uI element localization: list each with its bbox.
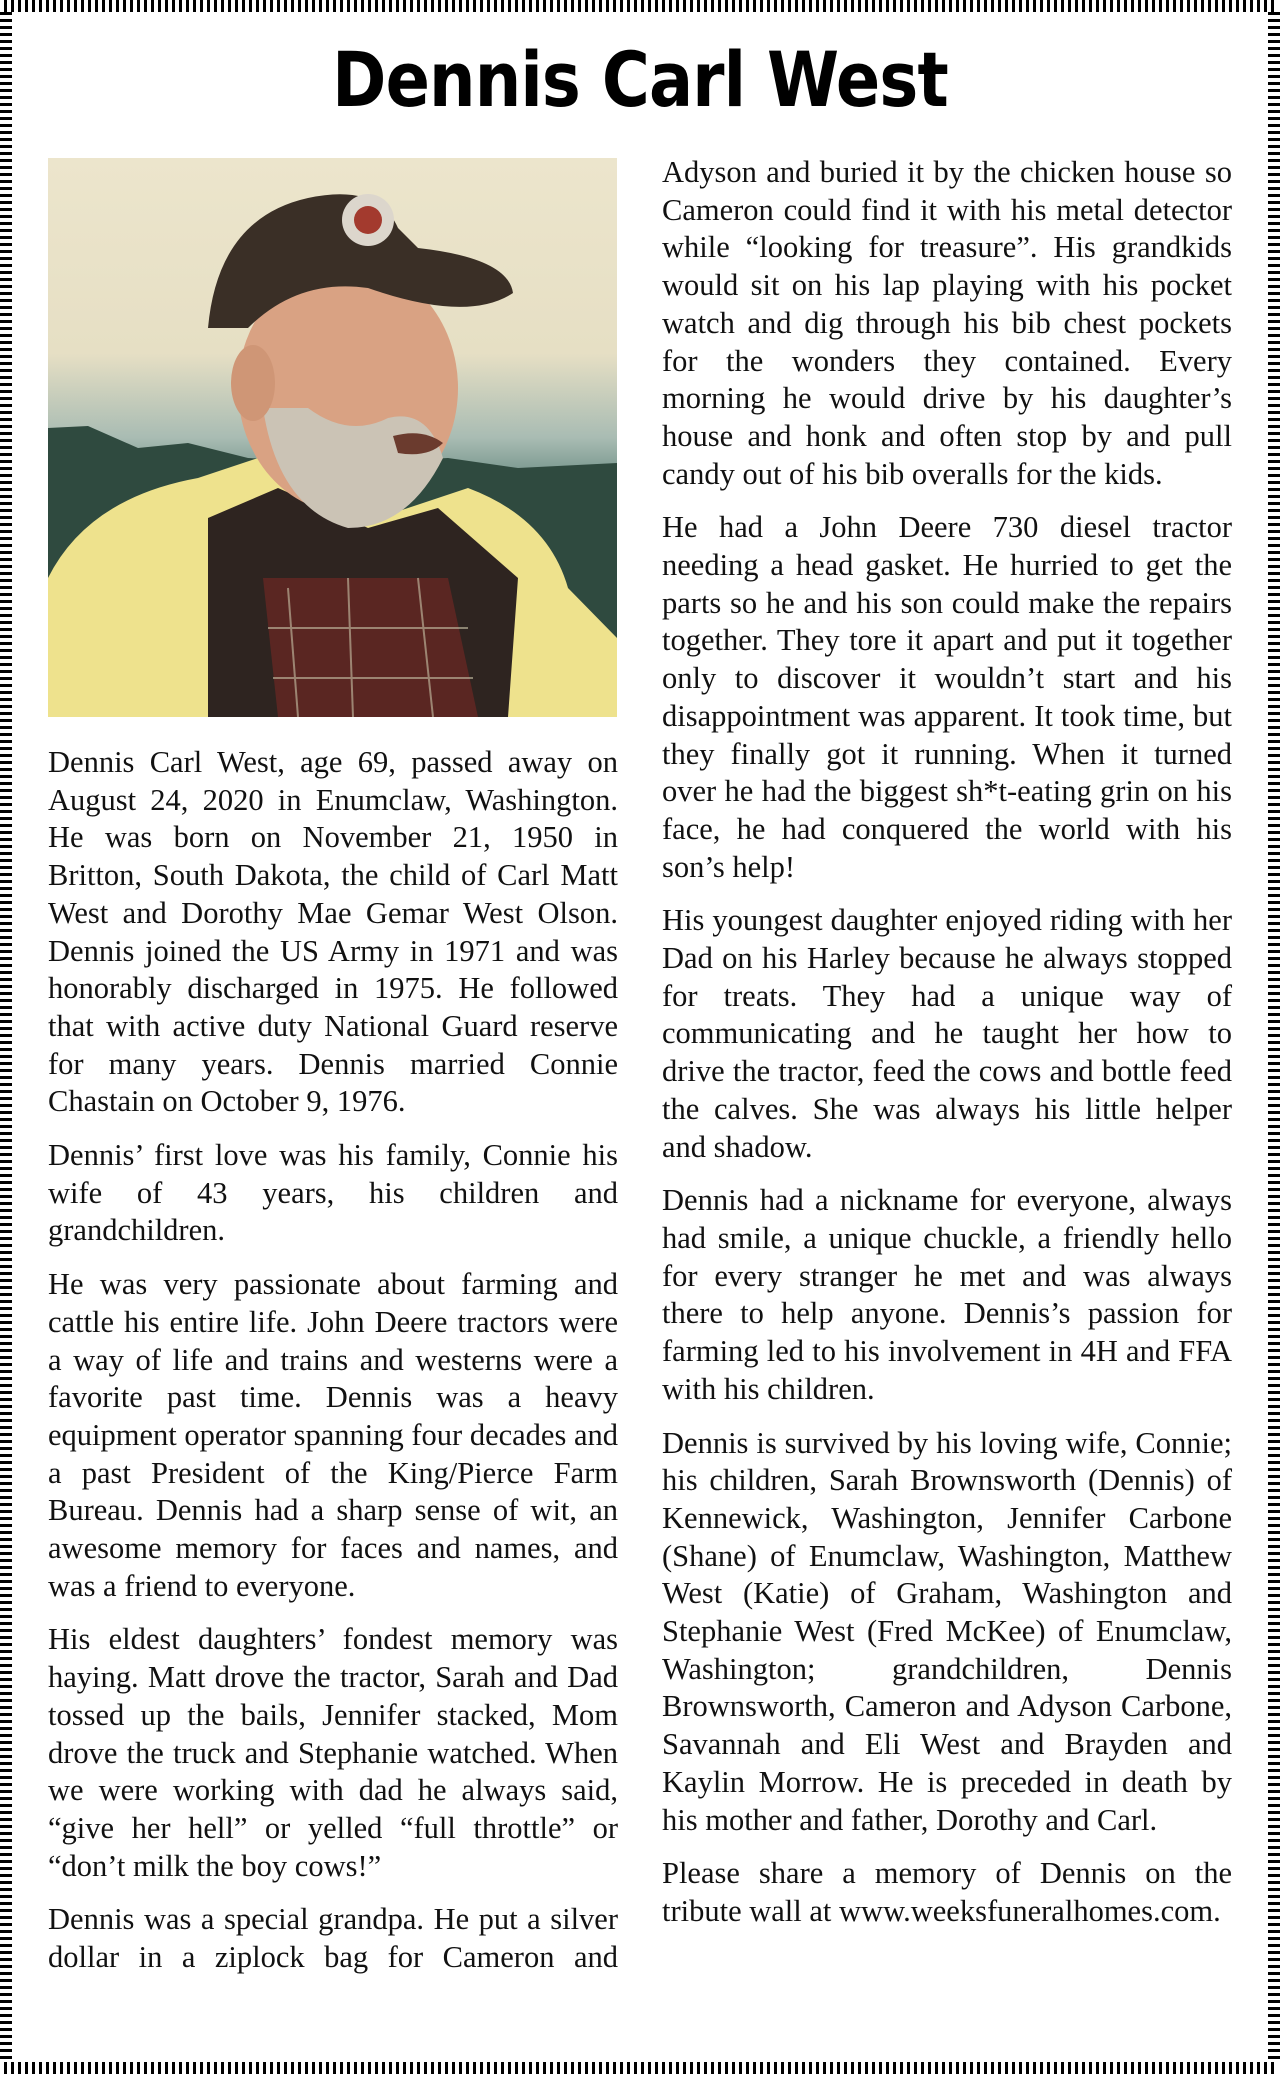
photo-plaid [263,578,478,717]
decorative-border-right [1268,12,1280,2062]
portrait-photo [48,158,617,717]
paragraph-haying: His eldest daughters’ fondest memory was haying. Matt drove the tractor, Sarah and Dad tossed up the bails, Jennifer stacked, Mom drove the truck and Stephanie watched. When we were working with dad he always said, “give her hell” or yelled “full throttle” or “don’t milk the boy cows!” [48,1622,618,1883]
portrait-photo-icon [48,158,617,717]
decorative-border-top [4,0,1276,12]
paragraph-family: Dennis’ first love was his family, Connie his wife of 43 years, his children and grandchildren. [48,1138,618,1248]
obituary-title: Dennis Carl West [332,35,948,124]
paragraph-tribute-wall: Please share a memory of Dennis on the tribute wall at www.weeksfuneralhomes.com. [662,1856,1232,1928]
left-column [48,744,618,1993]
right-column [662,154,1232,1947]
paragraph-youngest-daughter: His youngest daughter enjoyed riding with her Dad on his Harley because he always stopped for treats. They had a unique way of communicating and he taught her how to drive the tractor, feed the cows and bottle feed the calves. She was always his little helper and shadow. [662,903,1232,1164]
paragraph-tractor: He had a John Deere 730 diesel tractor needing a head gasket. He hurried to get the parts so he and his son could make the repairs together. They tore it apart and put it together only to discover it wouldn’t start and his disappointment was apparent. It took time, but they finally got it running. When it turned over he had the biggest sh*t-eating grin on his face, he had conquered the world with his son’s help! [662,510,1232,884]
paragraph-grandpa: Dennis was a special grandpa. He put a silver dollar in a ziplock bag for Cameron and [48,1902,618,1975]
paragraph-nickname: Dennis had a nickname for everyone, always had smile, a unique chuckle, a friendly hello for every stranger he met and was always there to help anyone. Dennis’s passion for farming led to his involvement in 4H and FFA with his children. [662,1183,1232,1406]
decorative-border-bottom [4,2062,1276,2074]
paragraph-grandpa-continued: Adyson and buried it by the chicken house so Cameron could find it with his metal detector while “looking for treasure”. His grandkids would sit on his lap playing with his pocket watch and dig through his bib chest pockets for the wonders they contained. Every morning he would drive by his daughter’s house and honk and often stop by and pull candy out of his bib overalls for the kids. [662,155,1232,491]
paragraph-survivors: Dennis is survived by his loving wife, Connie; his children, Sarah Brownsworth (Dennis) of Kennewick, Washington, Jennifer Carbone (Shane) of Enumclaw, Washington, Matthew West (Katie) of Graham, Washington and Stephanie West (Fred McKee) of Enumclaw, Washington; grandchildren, Dennis Brownsworth, Cameron and Adyson Carbone, Savannah and Eli West and Brayden and Kaylin Morrow. He is preceded in death by his mother and father, Dorothy and Carl. [662,1425,1232,1837]
photo-ear [231,345,275,421]
paragraph-farming: He was very passionate about farming and cattle his entire life. John Deere tractors were a way of life and trains and westerns were a favorite past time. Dennis was a heavy equipment operator spanning four decades and a past President of the King/Pierce Farm Bureau. Dennis had a sharp sense of wit, an awesome memory for faces and names, and was a friend to everyone. [48,1267,618,1603]
decorative-border-left [0,12,12,2062]
paragraph-intro: Dennis Carl West, age 69, passed away on August 24, 2020 in Enumclaw, Washington. He was born on November 21, 1950 in Britton, South Dakota, the child of Carl Matt West and Dorothy Mae Gemar West Olson. Dennis joined the US Army in 1971 and was honorably discharged in 1975. He followed that with active duty National Guard reserve for many years. Dennis married Connie Chastain on October 9, 1976. [48,745,618,1119]
